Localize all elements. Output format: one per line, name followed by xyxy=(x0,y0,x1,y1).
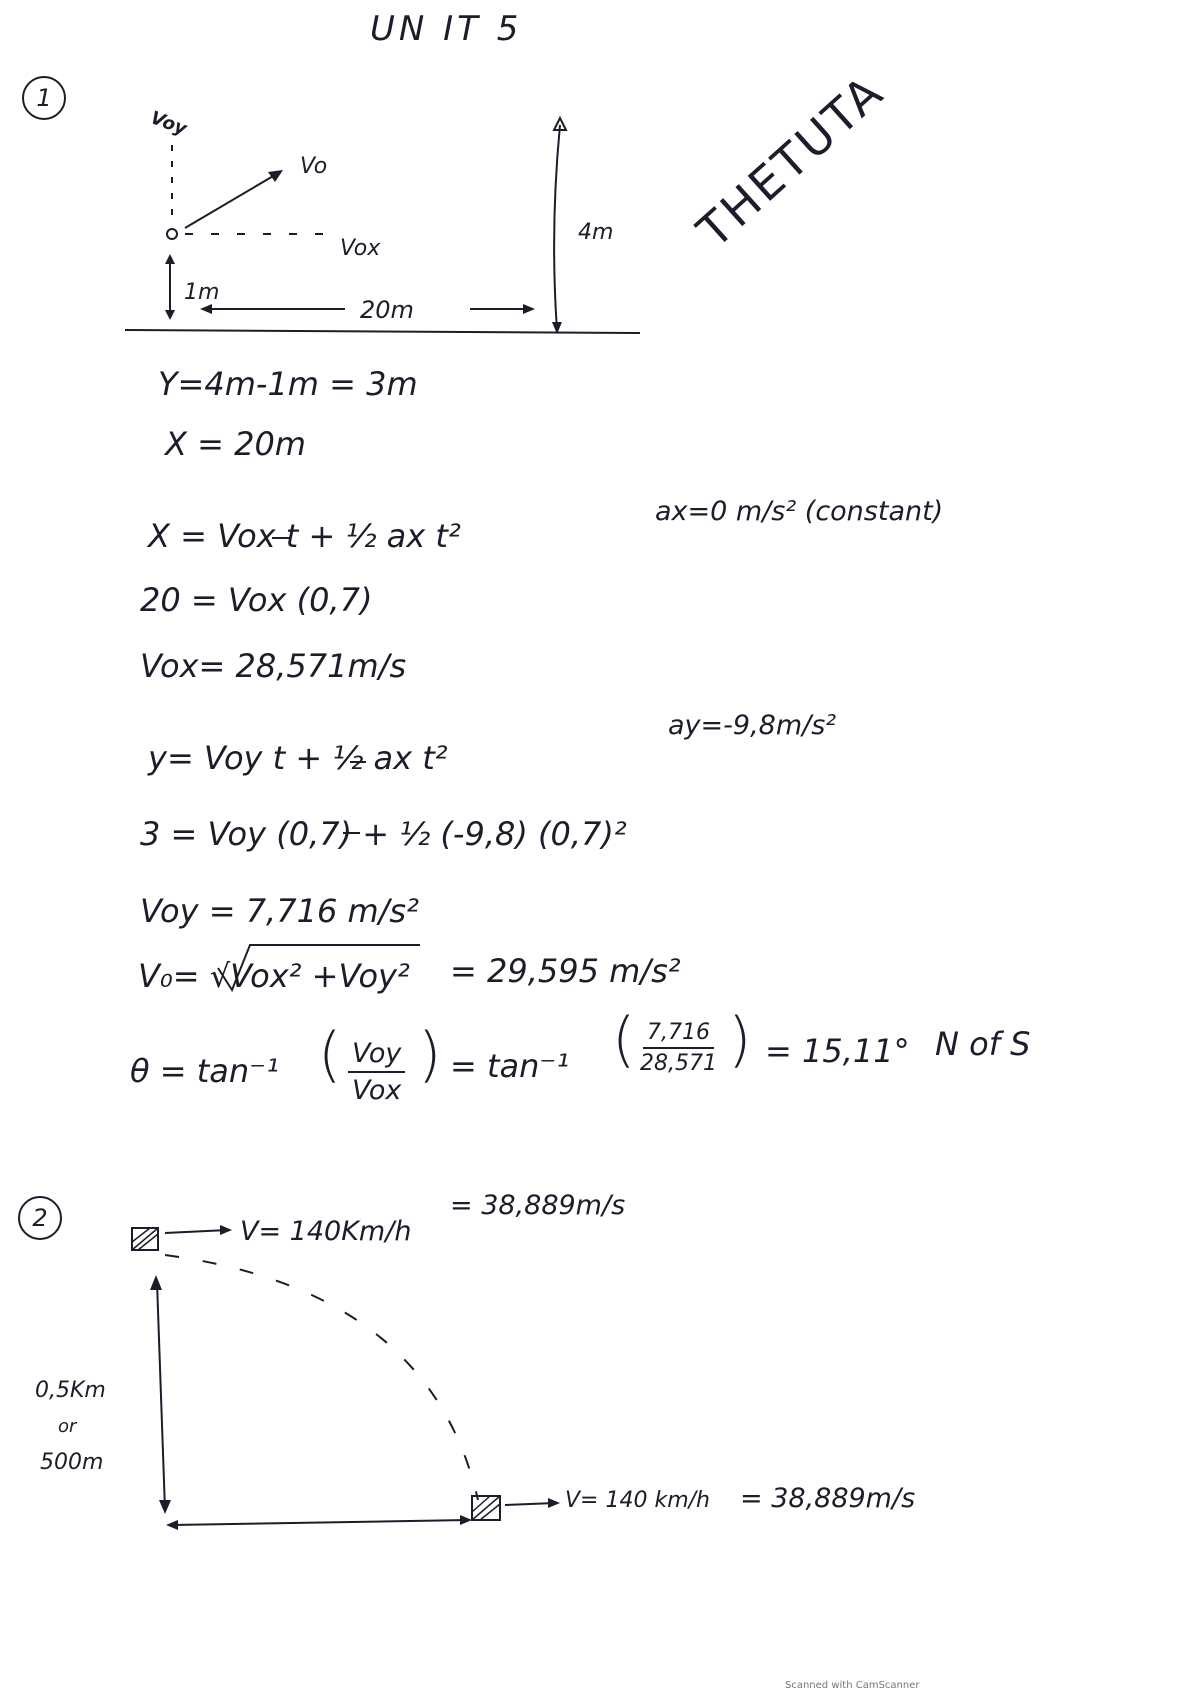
page-title: UN IT 5 xyxy=(370,9,523,49)
problem-2-number: 2 xyxy=(18,1196,62,1240)
bottom-velocity-conversion: = 38,889m/s xyxy=(740,1483,916,1514)
v0-arrowhead xyxy=(268,170,283,182)
theta-direction: N of S xyxy=(935,1025,1031,1063)
height-arrow xyxy=(157,1282,165,1510)
theta-left: θ = tan⁻¹ xyxy=(130,1052,279,1090)
trajectory xyxy=(165,1255,478,1500)
scanner-watermark: Scanned with CamScanner xyxy=(785,1680,920,1691)
x-formula: X = Vox t + ½ ax t² xyxy=(148,517,461,555)
voy-label: Voy xyxy=(147,107,190,140)
y-formula: y= Voy t + ½ ax t² xyxy=(148,739,448,777)
height-label-m: 500m xyxy=(40,1450,104,1475)
bottom-velocity-label: V= 140 km/h xyxy=(565,1488,710,1513)
wall-4m-arrow xyxy=(554,125,560,330)
vox-label: Vox xyxy=(340,236,381,261)
vox-result: Vox= 28,571m/s xyxy=(140,647,407,685)
problem-1-number: 1 xyxy=(22,76,66,120)
v0-label: Vo xyxy=(300,154,328,179)
v0-arrow xyxy=(185,172,280,228)
paren-open-2: ( xyxy=(612,1005,636,1075)
substitution-2: 3 = Voy (0,7) + ½ (-9,8) (0,7)² xyxy=(140,815,627,853)
substitution-1: 20 = Vox (0,7) xyxy=(140,581,373,619)
bottom-line xyxy=(172,1520,468,1525)
voy-result: Voy = 7,716 m/s² xyxy=(140,892,419,930)
wall-height-label: 4m xyxy=(578,220,614,245)
top-velocity-conversion: = 38,889m/s xyxy=(450,1190,626,1221)
distance-label: 20m xyxy=(360,296,414,324)
paren-open-1: ( xyxy=(318,1020,342,1090)
v0-equation-right: = 29,595 m/s² xyxy=(450,952,681,990)
thetuta-stamp: THETUTA xyxy=(686,63,895,259)
x-equation: X = 20m xyxy=(165,425,306,463)
height-label-km: 0,5Km xyxy=(35,1378,106,1403)
theta-mid: = tan⁻¹ xyxy=(450,1047,570,1085)
v0-equation-left: V₀= √Vox² +Voy² xyxy=(138,957,410,995)
ax-note: ax=0 m/s² (constant) xyxy=(655,496,944,527)
y-equation: Y=4m-1m = 3m xyxy=(158,365,418,403)
ground-line xyxy=(125,330,640,333)
theta-result: = 15,11° xyxy=(765,1032,910,1070)
height-label-or: or xyxy=(58,1416,77,1437)
height-1m-label: 1m xyxy=(184,280,220,305)
ay-note: ay=-9,8m/s² xyxy=(668,710,837,741)
origin-point xyxy=(167,229,177,239)
paren-close-2: ) xyxy=(728,1005,752,1075)
theta-fraction-2: $\frac{7,716}{28,571}$ xyxy=(640,1020,717,1076)
theta-fraction-1: Voy Vox xyxy=(348,1038,405,1106)
paren-close-1: ) xyxy=(418,1020,442,1090)
top-velocity-label: V= 140Km/h xyxy=(240,1216,412,1247)
